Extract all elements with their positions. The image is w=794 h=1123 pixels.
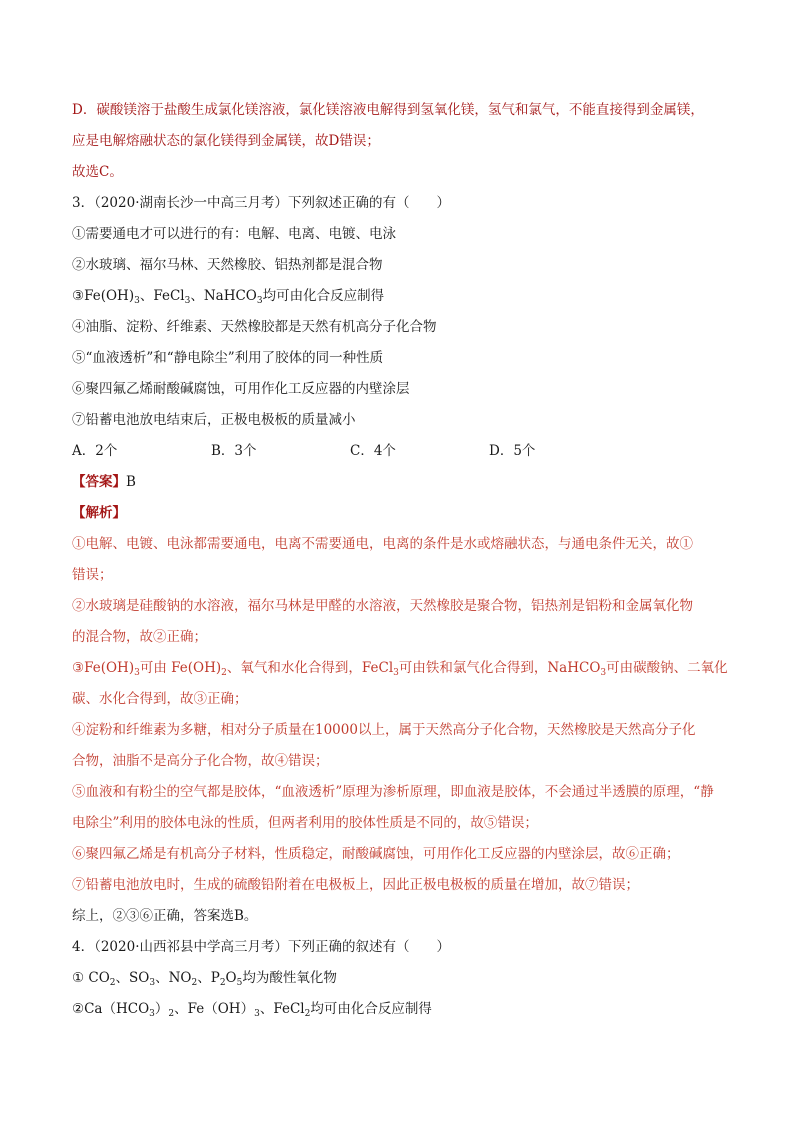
q3-statement-6: ⑥聚四氟乙烯耐酸碱腐蚀，可用作化工反应器的内壁涂层: [72, 381, 410, 397]
analysis-2-line2: 的混合物，故②正确；: [72, 629, 207, 645]
a3-sub: 3: [134, 668, 140, 678]
q3-s3-sub: 3: [184, 296, 191, 306]
q4-s1-sub: 2: [109, 978, 116, 988]
q4-stem: 4．（2020·山西祁县中学高三月考）下列正确的叙述有（ ）: [72, 939, 450, 955]
q3-option-c[interactable]: C．4个: [350, 443, 396, 459]
q4-s1-part: 、SO: [115, 970, 150, 986]
analysis-5-line2: 电除尘”利用的胶体电泳的性质，但两者利用的胶体性质是不同的，故⑤错误；: [72, 815, 538, 831]
q3-options: [72, 441, 628, 461]
q3-option-d[interactable]: D．5个: [489, 443, 536, 459]
q3-s3-sub: 3: [134, 296, 140, 306]
q4-s1-part: O: [225, 970, 237, 986]
q4-s2-part: 、FeCl: [259, 1001, 305, 1017]
a3-sub: 2: [221, 668, 227, 678]
q4-s1-part: 、P: [197, 970, 220, 986]
q4-s2-part: ②Ca（HCO: [72, 1001, 150, 1017]
q3-statement-1: ①需要通电才可以进行的有：电解、电离、电镀、电泳: [72, 226, 396, 242]
q3-s3-part: 、NaHCO: [190, 288, 257, 304]
q3-statement-3: [72, 286, 384, 306]
q3-s3-part: ③Fe(OH): [72, 288, 135, 304]
q4-s1-sub: 2: [219, 978, 226, 988]
answer-value: B: [126, 474, 136, 490]
explanation-choose: 故选C。: [72, 164, 123, 180]
q4-s1-part: 、NO: [155, 970, 192, 986]
explanation-d-line2: 应是电解熔融状态的氯化镁得到金属镁，故D错误；: [72, 133, 380, 149]
q4-s1-sub: 2: [191, 978, 198, 988]
a3-sub: 3: [600, 668, 607, 678]
analysis-5-line1: ⑤血液和有粉尘的空气都是胶体，“血液透析”原理为渗析原理，即血液是胶体，不会通过半透膜的原理，“静: [72, 784, 714, 800]
answer-label: 【答案】: [72, 474, 126, 490]
a3-part: 可由 Fe(OH): [139, 660, 222, 676]
q4-s2-part: 均可由化合反应制得: [310, 1001, 432, 1017]
q4-s2-sub: 3: [254, 1009, 260, 1019]
analysis-label: 【解析】: [72, 505, 126, 521]
q3-s3-sub: 3: [256, 296, 263, 306]
q4-statement-2: [72, 999, 432, 1019]
q4-s1-sub: 5: [236, 978, 243, 988]
a3-part: ③Fe(OH): [72, 660, 135, 676]
q3-s3-part: 均可由化合反应制得: [262, 288, 385, 304]
analysis-2-line1: ②水玻璃是硅酸钠的水溶液，福尔马林是甲醛的水溶液，天然橡胶是聚合物，铝热剂是铝粉和金属氧化物: [72, 598, 693, 614]
q4-s1-sub: 3: [149, 978, 156, 988]
a3-part: 、氧气和水化合得到，FeCl: [226, 660, 394, 676]
analysis-6: ⑥聚四氟乙烯是有机高分子材料，性质稳定，耐酸碱腐蚀，可用作化工反应器的内壁涂层，故⑥正确；: [72, 846, 680, 862]
analysis-7: ⑦铅蓄电池放电时，生成的硫酸铅附着在电极板上，因此正极电极板的质量在增加，故⑦错误；: [72, 877, 639, 893]
analysis-1-line1: ①电解、电镀、电泳都需要通电，电离不需要通电，电离的条件是水或熔融状态，与通电条件无关，故①: [72, 536, 693, 552]
q4-s2-sub: 2: [304, 1009, 311, 1019]
analysis-4-line1: ④淀粉和纤维素为多糖，相对分子质量在10000以上，属于天然高分子化合物，天然橡胶是天然高分子化: [72, 722, 696, 738]
analysis-summary: 综上，②③⑥正确，答案选B。: [72, 908, 258, 924]
q4-s2-part: ）: [154, 1001, 169, 1017]
q3-answer: [72, 472, 136, 492]
q4-s1-part: ① CO: [72, 970, 110, 986]
q4-s1-part: 均为酸性氧化物: [242, 970, 337, 986]
q3-statement-4: ④油脂、淀粉、纤维素、天然橡胶都是天然有机高分子化合物: [72, 319, 437, 335]
analysis-1-line2: 错误；: [72, 567, 113, 583]
q3-statement-5: ⑤“血液透析”和“静电除尘”利用了胶体的同一种性质: [72, 350, 384, 366]
analysis-4-line2: 合物，油脂不是高分子化合物，故④错误；: [72, 753, 329, 769]
analysis-3-line2: 碳、水化合得到，故③正确；: [72, 691, 248, 707]
q4-statement-1: [72, 968, 337, 988]
q3-stem: 3．（2020·湖南长沙一中高三月考）下列叙述正确的有（ ）: [72, 195, 450, 211]
q3-statement-2: ②水玻璃、福尔马林、天然橡胶、铝热剂都是混合物: [72, 257, 383, 273]
q3-statement-7: ⑦铅蓄电池放电结束后，正极电极板的质量减小: [72, 412, 356, 428]
a3-sub: 3: [393, 668, 399, 678]
q4-s2-sub: 3: [149, 1009, 155, 1019]
a3-part: 可由碳酸钠、二氧化: [606, 660, 728, 676]
q4-s2-sub: 2: [168, 1009, 175, 1019]
q4-s2-part: 、Fe（OH）: [174, 1001, 255, 1017]
explanation-d-line1: D．碳酸镁溶于盐酸生成氯化镁溶液，氯化镁溶液电解得到氢氧化镁，氢气和氯气，不能直接得到金属镁，: [72, 102, 704, 118]
a3-part: 可由铁和氯气化合得到，NaHCO: [398, 660, 601, 676]
q3-option-b[interactable]: B．3个: [211, 443, 257, 459]
analysis-3-line1: [72, 658, 728, 678]
q3-s3-part: 、FeCl: [139, 288, 185, 304]
q3-option-a[interactable]: A．2个: [72, 443, 118, 459]
